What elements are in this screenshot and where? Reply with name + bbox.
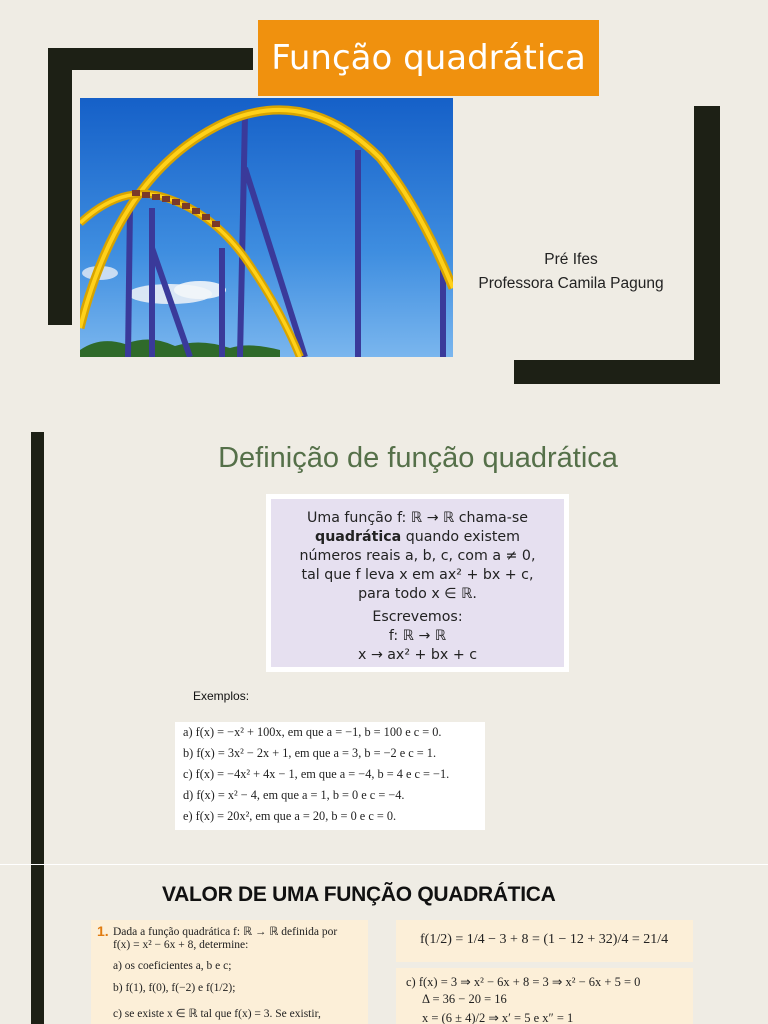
slide-heading: Definição de função quadrática [218, 442, 618, 474]
examples-label: Exemplos: [193, 689, 250, 703]
example-item: d) f(x) = x² − 4, em que a = 1, b = 0 e c = −4. [183, 788, 405, 802]
course-name: Pré Ifes [544, 251, 598, 268]
example-item: b) f(x) = 3x² − 2x + 1, em que a = 3, b = −2 e c = 1. [183, 746, 437, 760]
exercise-box [91, 920, 368, 1024]
definition-line-rest: quando existem [401, 529, 520, 545]
definition-line: tal que f leva x em ax² + bx + c, [301, 567, 534, 583]
exercise-item: c) se existe x ∈ ℝ tal que f(x) = 3. Se existir, [113, 1008, 321, 1020]
definition-line [271, 528, 564, 547]
definition-keyword: quadrática [315, 529, 402, 545]
solution-line: f(1/2) = 1/4 − 3 + 8 = (1 − 12 + 32)/4 = 21/4 [420, 932, 669, 947]
solution-line: c) f(x) = 3 ⇒ x² − 6x + 8 = 3 ⇒ x² − 6x + 5 = 0 [406, 975, 641, 989]
definition-line: Escrevemos: [372, 609, 463, 625]
exercise-line: f(x) = x² − 6x + 8, determine: [113, 939, 249, 951]
teacher-name: Professora Camila Pagung [478, 275, 664, 292]
example-item: e) f(x) = 20x², em que a = 20, b = 0 e c = 0. [183, 809, 397, 823]
exercise-item: a) os coeficientes a, b e c; [113, 960, 232, 972]
roller-coaster-photo [80, 98, 453, 357]
slide-definition [0, 432, 768, 864]
decorative-bracket-left [48, 48, 72, 325]
definition-box [266, 494, 569, 672]
definition-line: Uma função f: ℝ → ℝ chama-se [307, 510, 528, 526]
definition-line: x → ax² + bx + c [357, 647, 478, 663]
solution-box [396, 920, 693, 962]
decorative-bracket-bottom-right [514, 360, 720, 384]
definition-text [271, 499, 564, 667]
decorative-bracket-top-left [48, 48, 253, 70]
solution-box [396, 968, 693, 1024]
slide-title [0, 0, 768, 432]
definition-line: para todo x ∈ ℝ. [358, 586, 477, 602]
solution-line: Δ = 36 − 20 = 16 [422, 992, 507, 1006]
exercise-number: 1. [97, 923, 109, 939]
definition-line: números reais a, b, c, com a ≠ 0, [299, 548, 536, 564]
subtitle [440, 248, 702, 296]
slide-heading: VALOR DE UMA FUNÇÃO QUADRÁTICA [162, 883, 556, 906]
examples-box [175, 722, 485, 830]
exercise-line: Dada a função quadrática f: ℝ → ℝ definida por [113, 926, 338, 938]
example-item: a) f(x) = −x² + 100x, em que a = −1, b = 100 e c = 0. [183, 725, 442, 739]
decorative-bar [31, 432, 44, 864]
presentation-title: Função quadrática [258, 20, 599, 96]
exercise-item: b) f(1), f(0), f(−2) e f(1/2); [113, 982, 236, 994]
solution-line: x = (6 ± 4)/2 ⇒ x′ = 5 e x″ = 1 [422, 1011, 574, 1024]
decorative-bar [31, 865, 44, 1024]
example-item: c) f(x) = −4x² + 4x − 1, em que a = −4, b = 4 e c = −1. [183, 767, 450, 781]
slide-value [0, 865, 768, 1024]
definition-line: f: ℝ → ℝ [388, 628, 447, 644]
decorative-bracket-right [694, 106, 720, 384]
